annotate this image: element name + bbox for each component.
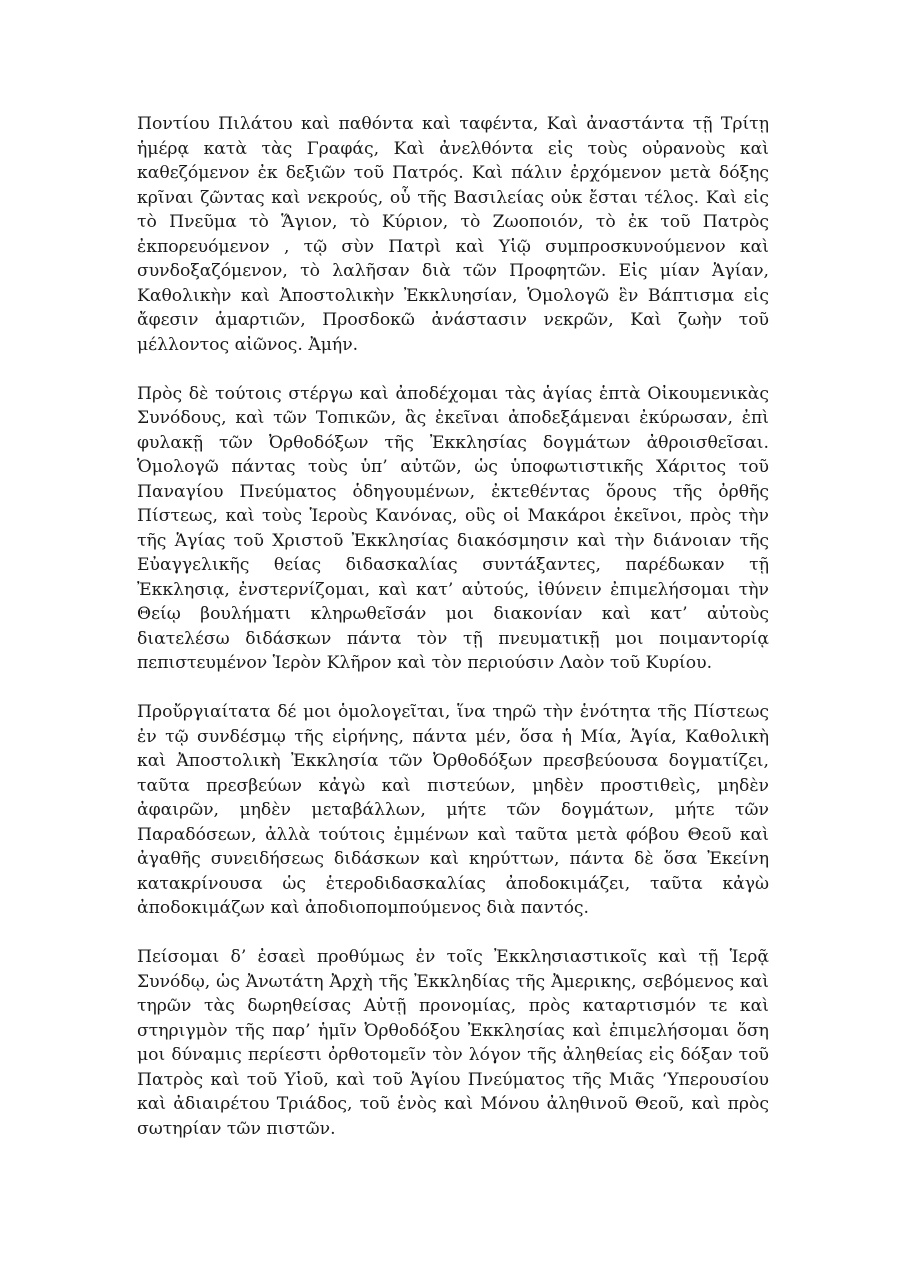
paragraph-4: Πείσομαι δ’ ἐσαεὶ προθύμως ἐν τοῖς Ἐκκλησιαστικοῖς καὶ τῇ Ἱερᾷ Συνόδῳ, ὡς Ἀνωτάτη Ἀρχὴ τῆς Ἐκκληδίας τῆς Ἀμερικης, σεβόμενος καὶ τηρῶν τὰς δωρηθείσας Αὐτῇ προνομίας, πρὸς καταρτισμόν τε καὶ στηριγμὸν τῆς παρ’ ἡμῖν Ὀρθοδόξου Ἐκκλησίας καὶ ἐπιμελήσομαι ὅση μοι δύναμις περίεστι ὀρθοτομεῖν τὸν λόγον τῆς ἀληθείας εἰς δόξαν τοῦ Πατρὸς καὶ τοῦ Υἱοῦ, καὶ τοῦ Ἁγίου Πνεύματος τῆς Μιᾶς ‘Υπερουσίου καὶ ἀδιαιρέτου Τριάδος, τοῦ ἑνὸς καὶ Μόνου ἀληθινοῦ Θεοῦ, καὶ πρὸς σωτηρίαν τῶν πιστῶν.: [137, 947, 769, 1139]
document-body: [137, 112, 769, 1166]
paragraph-1: Ποντίου Πιλάτου καὶ παθόντα καὶ ταφέντα, Καὶ ἀναστάντα τῇ Τρίτῃ ἡμέρᾳ κατὰ τὰς Γραφάς, Καὶ ἀνελθόντα εἰς τοὺς οὐρανοὺς καὶ καθεζόμενον ἐκ δεξιῶν τοῦ Πατρός. Καὶ πάλιν ἐρχόμενον μετὰ δόξης κρῖναι ζῶντας καὶ νεκρούς, οὗ τῆς Βασιλείας οὐκ ἔσται τέλος. Καὶ εἰς τὸ Πνεῦμα τὸ Ἅγιον, τὸ Κύριον, τὸ Ζωοποιόν, τὸ ἐκ τοῦ Πατρὸς ἐκπορευόμενον , τῷ σὺν Πατρὶ καὶ Υἱῷ συμπροσκυνούμενον καὶ συνδοξαζόμενον, τὸ λαλῆσαν διὰ τῶν Προφητῶν. Εἰς μίαν Ἁγίαν, Καθολικὴν καὶ Ἀποστολικὴν Ἐκκλυησίαν, Ὁμολογῶ ἓν Βάπτισμα εἰς ἄφεσιν ἁμαρτιῶν, Προσδοκῶ ἀνάστασιν νεκρῶν, Καὶ ζωὴν τοῦ μέλλοντος αἰῶνος. Ἀμήν.: [137, 114, 769, 355]
paragraph-3: Προὔργιαίτατα δέ μοι ὁμολογεῖται, ἵνα τηρῶ τὴν ἑνότητα τῆς Πίστεως ἐν τῷ συνδέσμῳ τῆς εἰρήνης, πάντα μέν, ὅσα ἡ Μία, Ἁγία, Καθολικὴ καὶ Ἀποστολικὴ Ἐκκλησία τῶν Ὀρθοδόξων πρεσβεύουσα δογματίζει, ταῦτα πρεσβεύων κἀγὼ καὶ πιστεύων, μηδὲν προστιθεὶς, μηδὲν ἀφαιρῶν, μηδὲν μεταβάλλων, μήτε τῶν δογμάτων, μήτε τῶν Παραδόσεων, ἀλλὰ τούτοις ἐμμένων καὶ ταῦτα μετὰ φόβου Θεοῦ καὶ ἀγαθῆς συνειδήσεως διδάσκων καὶ κηρύττων, πάντα δὲ ὅσα Ἐκείνη κατακρίνουσα ὡς ἑτεροδιδασκαλίας ἀποδοκιμάζει, ταῦτα κἀγὼ ἀποδοκιμάζων καὶ ἀποδιοπομπούμενος διὰ παντός.: [137, 702, 769, 918]
paragraph-2: Πρὸς δὲ τούτοις στέργω καὶ ἀποδέχομαι τὰς ἁγίας ἑπτὰ Οἰκουμενικὰς Συνόδους, καὶ τῶν Τοπικῶν, ἃς ἐκεῖναι ἀποδεξάμεναι ἐκύρωσαν, ἐπὶ φυλακῇ τῶν Ὀρθοδόξων τῆς Ἐκκλησίας δογμάτων ἀθροισθεῖσαι. Ὁμολογῶ πάντας τοὺς ὑπ’ αὐτῶν, ὡς ὑποφωτιστικῆς Χάριτος τοῦ Παναγίου Πνεύματος ὁδηγουμένων, ἐκτεθέντας ὅρους τῆς ὀρθῆς Πίστεως, καὶ τοὺς Ἱεροὺς Κανόνας, οὓς οἱ Μακάροι ἐκεῖνοι, πρὸς τὴν τῆς Ἁγίας τοῦ Χριστοῦ Ἐκκλησίας διακόσμησιν καὶ τὴν διάνοιαν τῆς Εὐαγγελικῆς θείας διδασκαλίας συντάξαντες, παρέδωκαν τῇ Ἐκκλησιᾳ, ἐνστερνίζομαι, καὶ κατ’ αὐτούς, ἰθύνειν ἐπιμελήσομαι τὴν Θείῳ βουλήματι κληρωθεῖσάν μοι διακονίαν καὶ κατ’ αὐτοὺς διατελέσω διδάσκων πάντα τὸν τῇ πνευματικῇ μοι ποιμαντορίᾳ πεπιστευμένον Ἱερὸν Κλῆρον καὶ τὸν περιούσιν Λαὸν τοῦ Κυρίου.: [137, 383, 769, 673]
